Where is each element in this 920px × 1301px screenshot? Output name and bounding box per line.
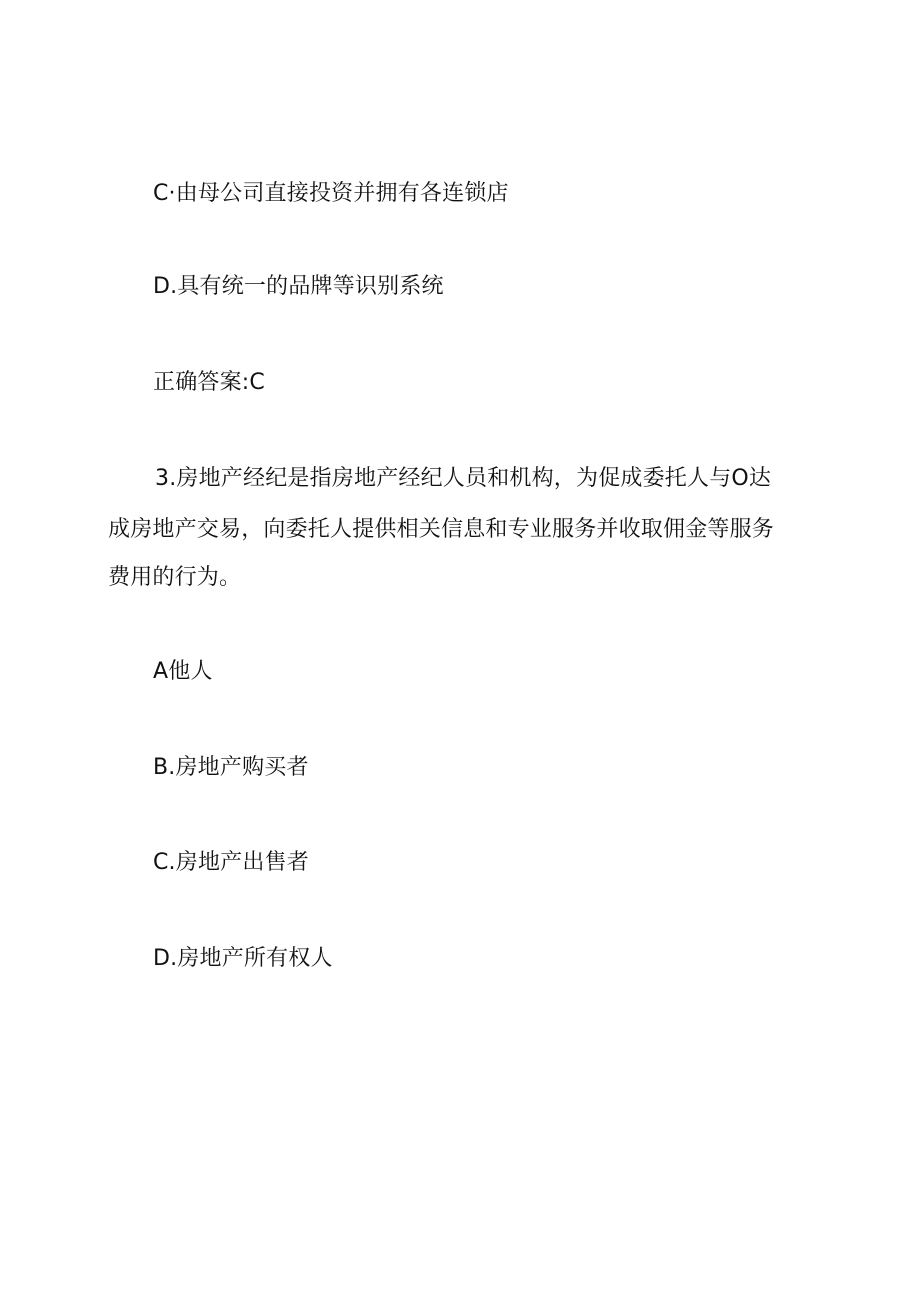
- question3-option-c: C.房地产出售者: [153, 850, 309, 875]
- question2-option-c: C·由母公司直接投资并拥有各连锁店: [153, 181, 509, 206]
- question2-answer: 正确答案:C: [153, 370, 265, 395]
- question3-line-2: 成房地产交易，向委托人提供相关信息和专业服务并收取佣金等服务: [108, 517, 775, 542]
- question3-option-b: B.房地产购买者: [153, 755, 309, 780]
- question3-option-d: D.房地产所有权人: [153, 946, 333, 971]
- question3-line-3: 费用的行为。: [108, 565, 242, 590]
- question2-option-d: D.具有统一的品牌等识别系统: [153, 274, 444, 299]
- question3-line-1: 3.房地产经纪是指房地产经纪人员和机构，为促成委托人与O达: [155, 466, 772, 491]
- question3-option-a: A他人: [153, 659, 213, 684]
